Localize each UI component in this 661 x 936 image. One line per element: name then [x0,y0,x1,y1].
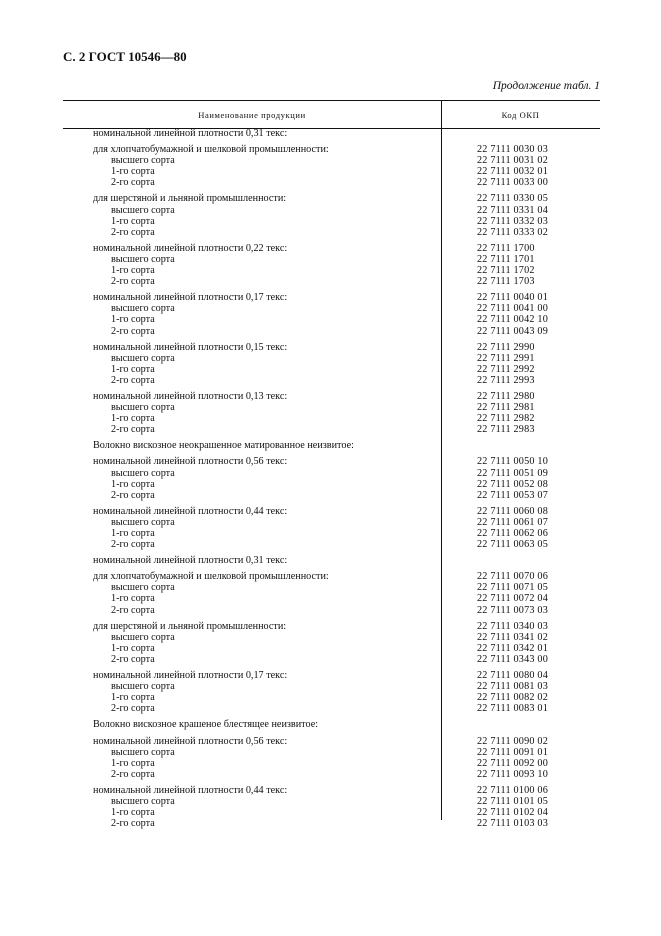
okp-code-cell: 22 7111 0081 03 [477,681,549,693]
product-name-cell: 1-го сорта [111,807,155,819]
table-row [63,769,600,780]
okp-code-cell: 22 7111 0041 00 [477,303,549,315]
okp-code-cell: 22 7111 0083 01 [477,703,549,715]
okp-code-cell: 22 7111 2981 [477,402,535,414]
table-row [63,456,600,467]
product-name-cell: высшего сорта [111,352,175,364]
product-name-cell: 1-го сорта [111,642,155,654]
table-row [63,391,600,402]
product-name-cell: номинальной линейной плотности 0,31 текс: [93,128,288,139]
table-row [63,342,600,353]
product-name-cell: высшего сорта [111,681,175,693]
product-name-cell: 2-го сорта [111,424,155,436]
okp-code-cell: 22 7111 0030 03 [477,144,549,156]
product-name-cell: высшего сорта [111,253,175,265]
product-name-cell: 1-го сорта [111,757,155,769]
okp-code-cell: 22 7111 0043 09 [477,325,549,337]
okp-code-cell: 22 7111 0103 03 [477,818,549,830]
okp-code-cell: 22 7111 1701 [477,253,535,265]
okp-code-cell: 22 7111 0071 05 [477,582,549,594]
product-name-cell: для шерстяной и льняной промышленности: [93,620,287,632]
okp-code-cell: 22 7111 0101 05 [477,795,549,807]
table-row [63,582,600,593]
table-row [63,490,600,501]
table-row [63,605,600,616]
product-name-cell: 2-го сорта [111,539,155,551]
product-name-cell: номинальной линейной плотности 0,56 текс: [93,735,288,747]
table-row [63,193,600,204]
okp-code-cell: 22 7111 0073 03 [477,604,549,616]
product-name-cell: для хлопчатобумажной и шелковой промышленности: [93,571,329,583]
okp-code-cell: 22 7111 2983 [477,424,535,436]
okp-code-cell: 22 7111 0042 10 [477,314,549,326]
table-row [63,703,600,714]
product-name-cell: 1-го сорта [111,265,155,277]
table-row [63,719,600,730]
product-name-cell: 1-го сорта [111,593,155,605]
product-name-cell: для шерстяной и льняной промышленности: [93,193,287,205]
okp-code-cell: 22 7111 0102 04 [477,807,549,819]
okp-code-cell: 22 7111 1700 [477,242,535,254]
product-name-cell: номинальной линейной плотности 0,15 текс: [93,341,288,353]
product-name-cell: 1-го сорта [111,215,155,227]
product-name-cell: 2-го сорта [111,226,155,238]
okp-code-cell: 22 7111 0091 01 [477,746,549,758]
table-row [63,670,600,681]
product-name-cell: 1-го сорта [111,413,155,425]
table-row [63,593,600,604]
table-top-rule [63,100,600,101]
table-row [63,128,600,139]
table-row [63,654,600,665]
table-row [63,177,600,188]
table-row [63,413,600,424]
okp-code-cell: 22 7111 0031 02 [477,155,549,167]
okp-code-cell: 22 7111 0062 06 [477,528,549,539]
product-name-cell: высшего сорта [111,631,175,643]
product-name-cell: высшего сорта [111,467,175,479]
product-name-cell: высшего сорта [111,402,175,414]
table-row [63,736,600,747]
okp-code-cell: 22 7111 0100 06 [477,784,549,796]
okp-code-cell: 22 7111 2982 [477,413,535,425]
product-name-cell: 2-го сорта [111,768,155,780]
table-row [63,555,600,566]
okp-code-cell: 22 7111 1702 [477,265,535,277]
okp-code-cell: 22 7111 0063 05 [477,539,549,551]
table-row [63,292,600,303]
product-name-cell: Волокно вискозное крашеное блестящее неизвитое: [93,719,319,731]
okp-code-cell: 22 7111 0040 01 [477,292,549,304]
table-row [63,364,600,375]
table-row [63,807,600,818]
product-name-cell: Волокно вискозное неокрашенное матированное неизвитое: [93,440,354,452]
product-name-cell: 2-го сорта [111,604,155,616]
table-row [63,571,600,582]
okp-code-cell: 22 7111 2992 [477,363,535,375]
product-name-cell: высшего сорта [111,795,175,807]
okp-code-cell: 22 7111 0050 10 [477,456,549,468]
table-row [63,265,600,276]
table-row [63,681,600,692]
okp-code-cell: 22 7111 0342 01 [477,642,549,654]
okp-code-cell: 22 7111 0341 02 [477,631,549,643]
okp-code-cell: 22 7111 0092 00 [477,757,549,769]
product-name-cell: номинальной линейной плотности 0,17 текс: [93,292,288,304]
okp-code-cell: 22 7111 0080 04 [477,670,549,682]
table-row [63,424,600,435]
product-name-cell: номинальной линейной плотности 0,44 текс: [93,505,288,517]
product-name-cell: высшего сорта [111,204,175,216]
product-name-cell: номинальной линейной плотности 0,44 текс: [93,784,288,796]
product-name-cell: 1-го сорта [111,166,155,178]
table-row [63,479,600,490]
page-header: С. 2 ГОСТ 10546—80 [63,49,187,64]
table-row [63,643,600,654]
table-row [63,375,600,386]
table-row [63,539,600,550]
table-row [63,144,600,155]
table-row [63,205,600,216]
okp-code-cell: 22 7111 0343 00 [477,653,549,665]
product-name-cell: 2-го сорта [111,177,155,189]
table-row [63,440,600,451]
product-name-cell: 1-го сорта [111,478,155,490]
okp-code-cell: 22 7111 0033 00 [477,177,549,189]
table-row [63,254,600,265]
okp-code-cell: 22 7111 0061 07 [477,516,549,528]
table-row [63,517,600,528]
product-name-cell: 2-го сорта [111,325,155,337]
table-row [63,155,600,166]
product-name-cell: 2-го сорта [111,703,155,715]
table-row [63,402,600,413]
product-name-cell: высшего сорта [111,303,175,315]
product-name-cell: номинальной линейной плотности 0,56 текс: [93,456,288,468]
product-name-cell: 1-го сорта [111,314,155,326]
table-row [63,243,600,254]
table-row [63,796,600,807]
okp-code-cell: 22 7111 2990 [477,341,535,353]
okp-code-cell: 22 7111 2980 [477,390,535,402]
okp-code-cell: 22 7111 0072 04 [477,593,549,605]
product-name-cell: номинальной линейной плотности 0,17 текс: [93,670,288,682]
table-row [63,747,600,758]
continuation-label: Продолжение табл. 1 [492,80,600,92]
okp-code-cell: 22 7111 0070 06 [477,571,549,583]
product-name-cell: 2-го сорта [111,818,155,830]
table-body [63,128,600,829]
product-name-cell: высшего сорта [111,582,175,594]
product-name-cell: 1-го сорта [111,692,155,704]
column-header-product-name: Наименование продукции [198,110,306,120]
table-row [63,216,600,227]
okp-code-cell: 22 7111 0340 03 [477,620,549,632]
product-name-cell: номинальной линейной плотности 0,22 текс: [93,242,288,254]
table-row [63,632,600,643]
table-row [63,621,600,632]
product-name-cell: для хлопчатобумажной и шелковой промышленности: [93,144,329,156]
table-row [63,818,600,829]
okp-code-cell: 22 7111 0333 02 [477,226,549,238]
product-name-cell: 2-го сорта [111,276,155,288]
table-row [63,314,600,325]
table-row [63,692,600,703]
product-name-cell: высшего сорта [111,746,175,758]
table-row [63,506,600,517]
product-code-table [63,100,600,830]
product-name-cell: 2-го сорта [111,374,155,386]
okp-code-cell: 22 7111 0330 05 [477,193,549,205]
table-row [63,326,600,337]
table-row [63,468,600,479]
okp-code-cell: 22 7111 1703 [477,276,535,288]
okp-code-cell: 22 7111 0093 10 [477,768,549,780]
table-row [63,166,600,177]
table-row [63,227,600,238]
product-name-cell: высшего сорта [111,155,175,167]
product-name-cell: номинальной линейной плотности 0,31 текс: [93,555,288,567]
okp-code-cell: 22 7111 2991 [477,352,535,364]
column-header-okp-code: Код ОКП [501,110,540,120]
product-name-cell: 2-го сорта [111,489,155,501]
table-row [63,785,600,796]
product-name-cell: высшего сорта [111,516,175,528]
okp-code-cell: 22 7111 0060 08 [477,505,549,517]
product-name-cell: 1-го сорта [111,363,155,375]
table-row [63,758,600,769]
table-row [63,303,600,314]
okp-code-cell: 22 7111 0332 03 [477,215,549,227]
product-name-cell: 1-го сорта [111,528,155,539]
okp-code-cell: 22 7111 0051 09 [477,467,549,479]
okp-code-cell: 22 7111 2993 [477,374,535,386]
table-row [63,276,600,287]
product-name-cell: номинальной линейной плотности 0,13 текс: [93,390,288,402]
okp-code-cell: 22 7111 0032 01 [477,166,549,178]
product-name-cell: 2-го сорта [111,653,155,665]
okp-code-cell: 22 7111 0052 08 [477,478,549,490]
okp-code-cell: 22 7111 0090 02 [477,735,549,747]
okp-code-cell: 22 7111 0082 02 [477,692,549,704]
okp-code-cell: 22 7111 0331 04 [477,204,549,216]
table-row [63,528,600,539]
table-row [63,353,600,364]
okp-code-cell: 22 7111 0053 07 [477,489,549,501]
